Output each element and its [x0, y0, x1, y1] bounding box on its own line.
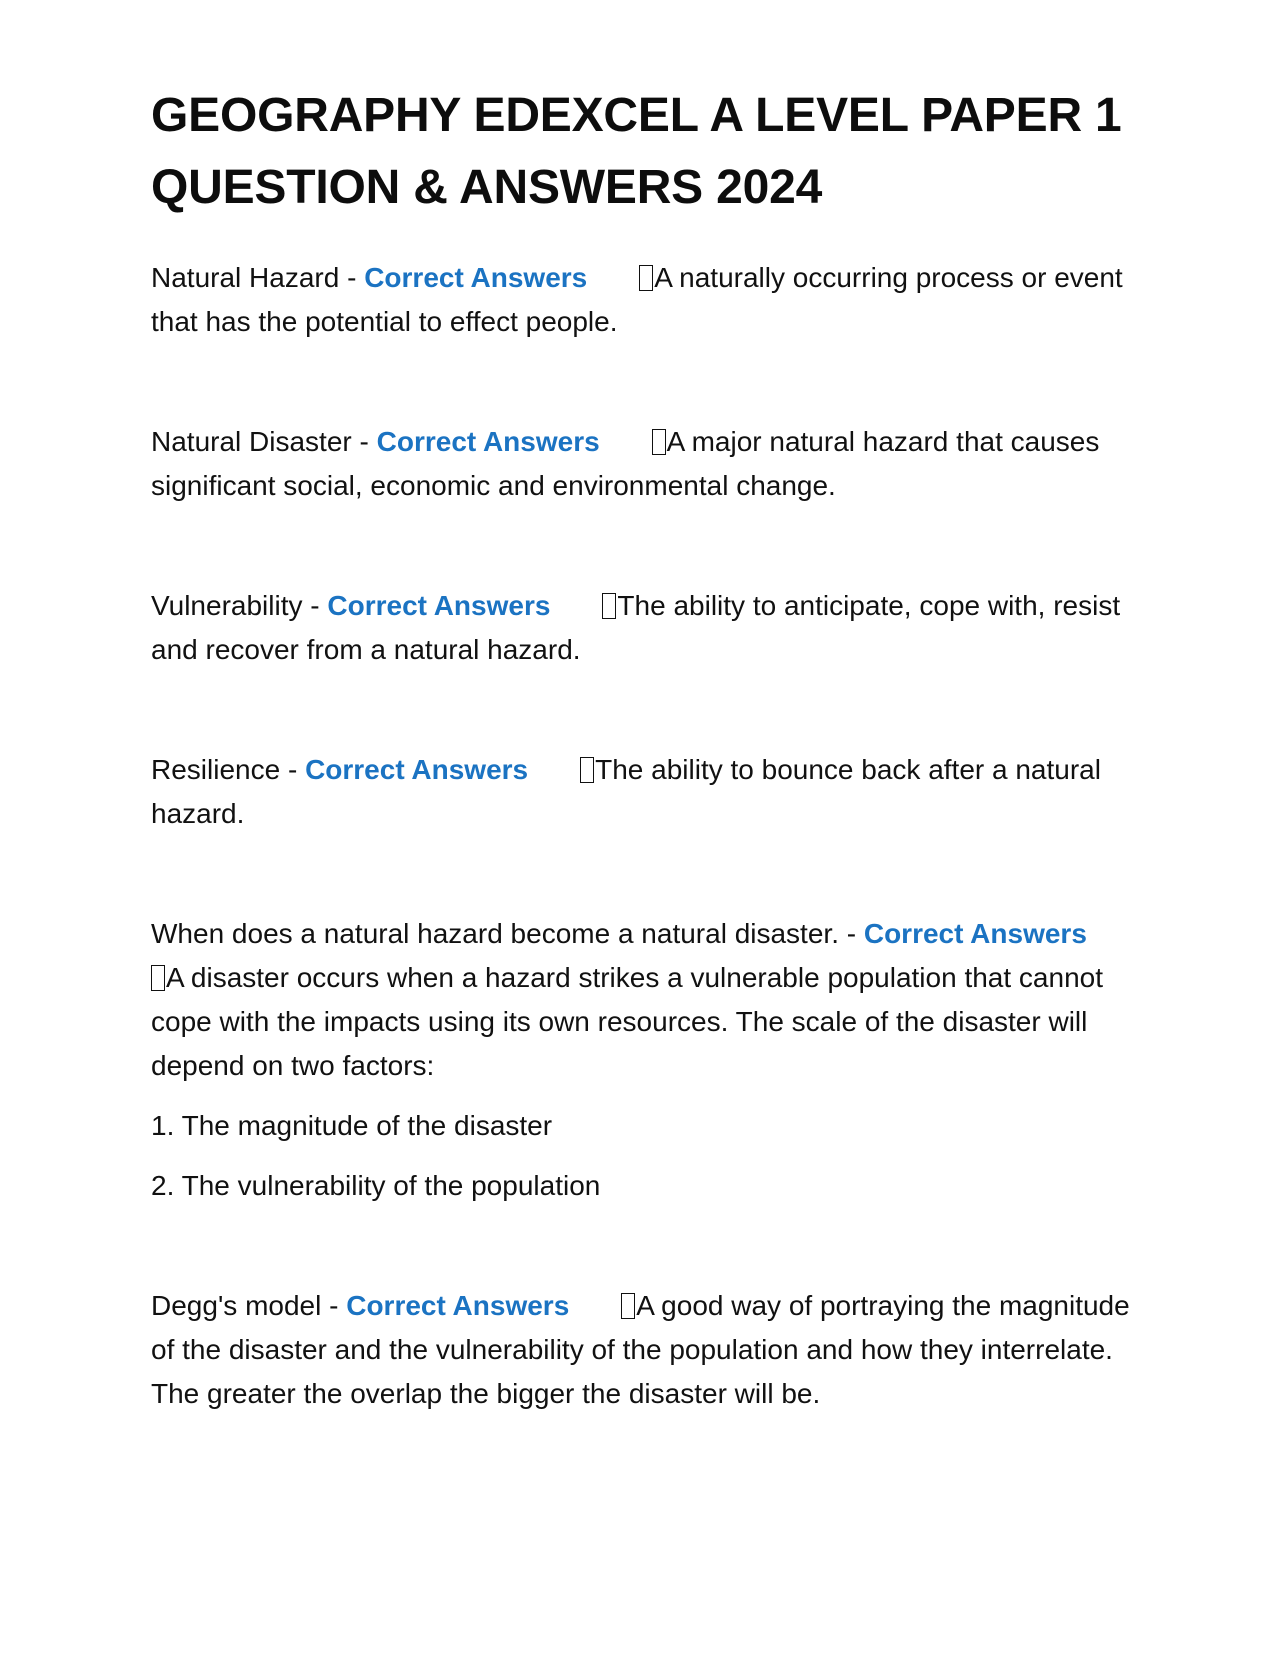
- qa-paragraph: [151, 748, 1140, 836]
- qa-definition: A major natural hazard that causes significant social, economic and environmental change.: [151, 426, 1100, 501]
- qa-term: When does a natural hazard become a natural disaster.: [151, 918, 839, 949]
- missing-glyph-icon: [652, 429, 666, 455]
- qa-term: Natural Disaster: [151, 426, 352, 457]
- missing-glyph-icon: [621, 1293, 635, 1319]
- separator: -: [321, 1290, 347, 1321]
- separator: -: [280, 754, 306, 785]
- qa-paragraph: [151, 584, 1140, 672]
- qa-paragraph: [151, 912, 1140, 1088]
- document-title: [151, 80, 1140, 224]
- missing-glyph-icon: [639, 265, 653, 291]
- separator: -: [302, 590, 328, 621]
- missing-glyph-icon: [151, 965, 165, 991]
- qa-term: Degg's model: [151, 1290, 322, 1321]
- separator: -: [351, 426, 377, 457]
- correct-answers-label: Correct Answers: [376, 426, 600, 457]
- qa-term: Vulnerability: [151, 590, 303, 621]
- qa-entry-resilience: [151, 748, 1140, 836]
- list-item: 2. The vulnerability of the population: [151, 1170, 601, 1201]
- qa-term: Resilience: [151, 754, 281, 785]
- title-line-2: QUESTION & ANSWERS 2024: [151, 161, 823, 214]
- qa-definition: A naturally occurring process or event that has the potential to effect people.: [151, 262, 1123, 337]
- qa-entry-deggs-model: [151, 1284, 1140, 1416]
- qa-definition: The ability to anticipate, cope with, resist and recover from a natural hazard.: [151, 590, 1121, 665]
- qa-entry-natural-hazard: [151, 256, 1140, 344]
- separator: -: [339, 262, 365, 293]
- missing-glyph-icon: [580, 757, 594, 783]
- qa-paragraph: [151, 1284, 1140, 1416]
- qa-entry-natural-disaster: [151, 420, 1140, 508]
- separator: -: [838, 918, 864, 949]
- qa-definition: The ability to bounce back after a natural hazard.: [151, 754, 1101, 829]
- qa-definition: A disaster occurs when a hazard strikes a vulnerable population that cannot cope with the impacts using its own resources. The scale of the disaster will depend on two factors:: [151, 962, 1104, 1081]
- correct-answers-label: Correct Answers: [863, 918, 1087, 949]
- qa-definition: A good way of portraying the magnitude of the disaster and the vulnerability of the population and how they interrelate. The greater the overlap the bigger the disaster will be.: [151, 1290, 1130, 1409]
- list-item: 1. The magnitude of the disaster: [151, 1110, 553, 1141]
- title-line-1: GEOGRAPHY EDEXCEL A LEVEL PAPER 1: [151, 89, 1122, 142]
- missing-glyph-icon: [602, 593, 616, 619]
- qa-paragraph: [151, 420, 1140, 508]
- correct-answers-label: Correct Answers: [327, 590, 551, 621]
- qa-paragraph: [151, 256, 1140, 344]
- correct-answers-label: Correct Answers: [305, 754, 529, 785]
- correct-answers-label: Correct Answers: [364, 262, 588, 293]
- qa-entry-hazard-to-disaster: [151, 912, 1140, 1208]
- qa-entry-vulnerability: [151, 584, 1140, 672]
- qa-term: Natural Hazard: [151, 262, 340, 293]
- correct-answers-label: Correct Answers: [346, 1290, 570, 1321]
